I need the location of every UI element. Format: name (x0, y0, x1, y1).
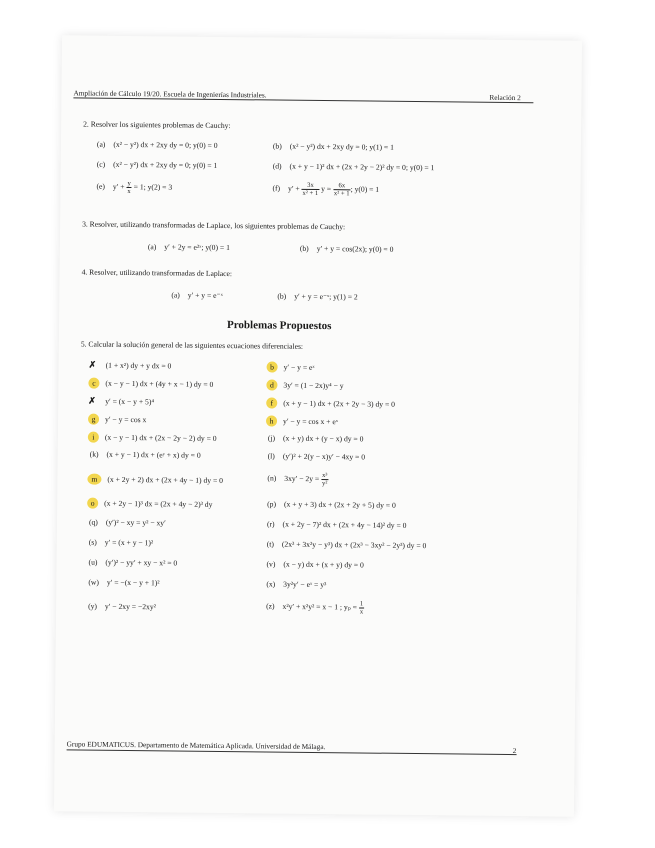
p5-item-t: (t) (2x³ + 3x²y − y³) dx + (2x³ − 3xy² − 2y³) dy = 0 (266, 539, 427, 551)
highlighted-label-b: b (267, 361, 278, 372)
p5-item-r: (r) (x + 2y − 7)² dx + (2x + 4y − 14)² dy = 0 (266, 519, 407, 530)
p2-item-d: (d) (x + y − 1)² dx + (2x + 2y − 2)² dy = 0; y(0) = 1 (272, 161, 435, 173)
p5-item-q: (q) (y′)² − xy = y² − xy′ (88, 517, 166, 528)
highlighted-label-o: o (87, 498, 98, 509)
p5-item-s: (s) y′ = (x + y − 1)² (88, 537, 154, 548)
p2-item-c: (c) (x² − y²) dx + 2xy dy = 0; y(0) = 1 (96, 159, 218, 170)
p5-item-g: g y′ − y = cos x (90, 414, 146, 426)
footer-text: Grupo EDUMATICUS. Departamento de Matemática Aplicada. Universidad de Málaga. (66, 739, 326, 752)
p5-item-w: (w) y′ = −(x − y + 1)² (88, 577, 160, 588)
p5-item-z: (z) x²y′ + x²y² = x − 1 ; yₚ = $\frac{1}{x}$ (266, 600, 364, 616)
p5-item-p: (p) (x + y + 3) dx + (2x + 2y + 5) dy = 0 (267, 499, 396, 510)
highlighted-label-i: i (88, 432, 99, 443)
p3-item-b: (b) y′ + y = cos(2x); y(0) = 0 (299, 243, 394, 254)
p4-item-b: (b) y′ + y = e⁻ˣ; y(1) = 2 (277, 291, 358, 302)
problem-5-intro: 5. Calcular la solución general de las siguientes ecuaciones diferenciales: (80, 339, 304, 351)
p5-item-y: (y) y′ − 2xy = −2xy² (88, 601, 156, 612)
p2-item-a: (a) (x² − y²) dx + 2xy dy = 0; y(0) = 0 (96, 139, 218, 150)
highlighted-label-d: d (266, 379, 277, 390)
header-left: Ampliación de Cálculo 19/20. Escuela de Ingenierías Industriales. (73, 88, 267, 100)
p5-item-h: h y′ − y = cos x + eˣ (268, 415, 338, 427)
p5-item-d: d 3y′ = (1 − 2x)y⁴ − y (268, 379, 343, 391)
p2-item-e: (e) y′ + $\frac{y}{x}$ = 1; y(2) = 3 (96, 179, 173, 196)
highlighted-label-c: c (88, 378, 99, 389)
p4-item-a: (a) y′ + y = e⁻ˣ (171, 290, 223, 300)
p5-item-m: m (x + 2y + 2) dx + (2x + 4y − 1) dy = 0 (89, 474, 223, 486)
p5-item-x: (x) 3y²y′ − eˣ = y³ (266, 579, 327, 590)
footer-page-number: 2 (512, 746, 517, 756)
p3-item-a: (a) y′ + 2y = e²ˣ; y(0) = 1 (147, 242, 230, 253)
p5-item-j: (j) (x + y) dx + (y − x) dy = 0 (267, 433, 364, 444)
p5-item-v: (v) (x − y) dx + (x + y) dy = 0 (266, 559, 364, 570)
problem-2-intro: 2. Resolver los siguientes problemas de Cauchy: (83, 119, 231, 131)
p5-item-i: i (x − y − 1) dx + (2x − 2y − 2) dy = 0 (90, 432, 217, 444)
problem-4-intro: 4. Resolver, utilizando transformadas de Laplace: (81, 267, 233, 279)
p2-item-b: (b) (x² − y²) dx + 2xy dy = 0; y(1) = 1 (272, 141, 394, 152)
crossed-mark-icon: ✗ (88, 395, 96, 406)
crossed-mark-icon: ✗ (88, 359, 97, 370)
p5-item-a: ✗ (1 + x²) dy + y dx = 0 (88, 359, 172, 371)
p2-item-f: (f) y′ + $\frac{3x}{\text{x² + 1}}$ y = $\frac{6x}{\text{x² + 1}}$ ; y(0) = 1 (272, 181, 380, 198)
highlighted-label-m: m (87, 474, 101, 485)
p5-item-o: o (x + 2y − 1)³ dx = (2x + 4y − 2)³ dy (89, 498, 212, 510)
document-sheet (54, 35, 582, 816)
highlighted-label-g: g (88, 414, 99, 425)
header-right: Relación 2 (489, 92, 521, 103)
section-title: Problemas Propuestos (226, 319, 332, 333)
header-rule (73, 97, 533, 103)
p5-item-k: (k) (x + y − 1) dx + (eʸ + x) dy = 0 (89, 449, 201, 460)
p5-item-l: (l) (y′)² + 2(y − x)y′ − 4xy = 0 (267, 451, 366, 462)
p5-item-e: ✗ y′ = (x − y + 5)⁴ (88, 395, 155, 407)
problem-3-intro: 3. Resolver, utilizando transformadas de Laplace, los siguientes problemas de Cauchy: (82, 219, 346, 232)
p5-item-f: f (x + y − 1) dx + (2x + 2y − 3) dy = 0 (268, 397, 395, 409)
p5-item-n: (n) 3xy′ − 2y = $\frac{\text{x³}}{\text{y²}}$ (267, 472, 328, 488)
p5-item-u: (u) (y′)² − yy′ + xy − x² = 0 (88, 557, 178, 568)
highlighted-label-f: f (266, 397, 277, 408)
highlighted-label-h: h (266, 415, 277, 426)
p5-item-b: b y′ − y = eˣ (269, 361, 315, 372)
p5-item-c: c (x − y − 1) dx + (4y + x − 1) dy = 0 (90, 378, 213, 390)
